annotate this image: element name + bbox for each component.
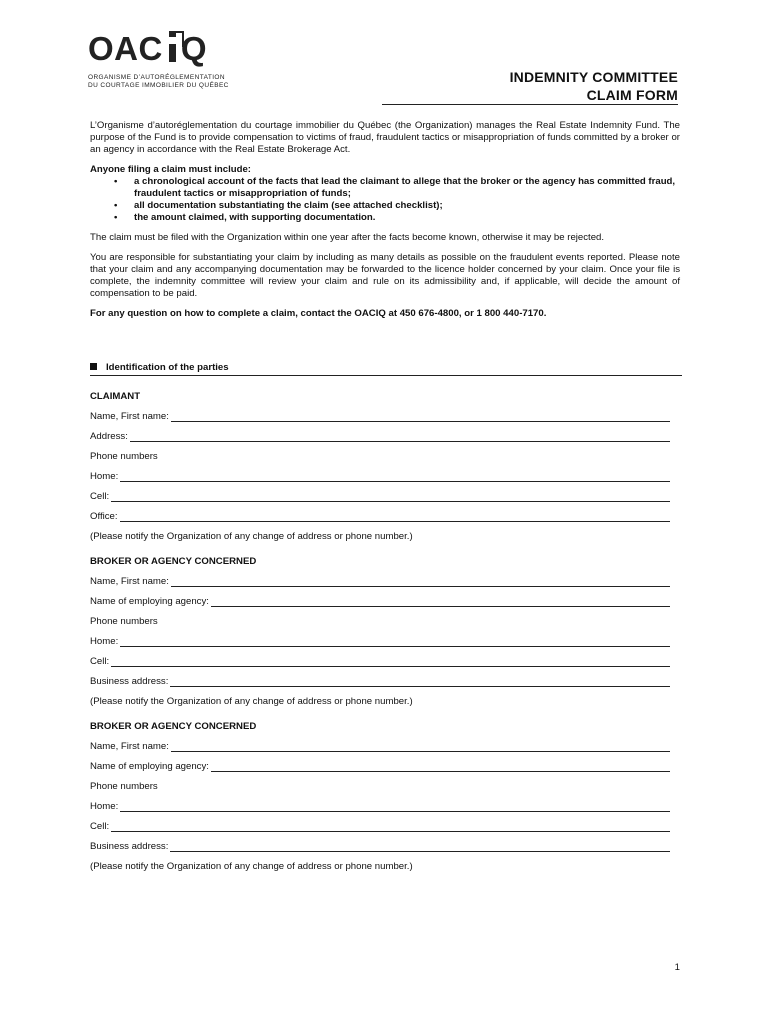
section-identification: Identification of the parties [90, 362, 682, 376]
requirements-heading: Anyone filing a claim must include: [90, 164, 251, 175]
broker-phone-heading: Phone numbers [90, 781, 158, 792]
broker-agency-row: Name of employing agency: [90, 760, 670, 772]
title-line-2: CLAIM FORM [586, 87, 678, 103]
broker-section-1 [90, 555, 670, 707]
page-number: 1 [674, 962, 680, 973]
claimant-office-field[interactable] [120, 511, 670, 522]
broker-name-row: Name, First name: [90, 740, 670, 752]
broker-cell-row: Cell: [90, 820, 670, 832]
broker-section-2 [90, 720, 670, 872]
broker-agency-row: Name of employing agency: [90, 595, 670, 607]
claimant-name-row: Name, First name: [90, 410, 670, 422]
claimant-name-field[interactable] [171, 411, 670, 422]
title-divider [382, 104, 678, 105]
logo-subtitle: ORGANISME D’AUTORÉGLEMENTATION DU COURTAGE IMMOBILIER DU QUÉBEC [88, 74, 229, 89]
contact-paragraph: For any question on how to complete a claim, contact the OACIQ at 450 676-4800, or 1 800 440-7170. [90, 308, 547, 319]
broker-home-row: Home: [90, 635, 670, 647]
claimant-office-row: Office: [90, 510, 670, 522]
intro-section [90, 120, 680, 328]
broker-heading: BROKER OR AGENCY CONCERNED [90, 721, 257, 732]
broker-name-field[interactable] [171, 576, 670, 587]
requirements-list [90, 176, 680, 224]
broker-name-field[interactable] [171, 741, 670, 752]
broker-agency-field[interactable] [211, 761, 670, 772]
title-line-1: INDEMNITY COMMITTEE [509, 69, 678, 85]
logo-text-oac: OAC [88, 30, 163, 67]
broker-cell-row: Cell: [90, 655, 670, 667]
intro-paragraph: L’Organisme d’autoréglementation du courtage immobilier du Québec (the Organization) manages the Real Estate Indemnity Fund. The purpose of the Fund is to provide compensation to victims of fraud, fraudulent tactics or misappropriation of funds committed by a broker or an agency in accordance with the Real Estate Brokerage Act. [90, 120, 680, 155]
claimant-notice: (Please notify the Organization of any change of address or phone number.) [90, 531, 413, 542]
broker-business-row: Business address: [90, 840, 670, 852]
logo-wordmark [88, 32, 229, 66]
broker-business-field[interactable] [170, 676, 670, 687]
broker-agency-field[interactable] [211, 596, 670, 607]
requirement-item: • all documentation substantiating the claim (see attached checklist); [114, 200, 443, 211]
broker-business-field[interactable] [170, 841, 670, 852]
claimant-heading: CLAIMANT [90, 391, 141, 402]
claimant-phone-heading: Phone numbers [90, 451, 158, 462]
broker-home-row: Home: [90, 800, 670, 812]
broker-name-row: Name, First name: [90, 575, 670, 587]
broker-business-row: Business address: [90, 675, 670, 687]
broker-notice: (Please notify the Organization of any change of address or phone number.) [90, 696, 413, 707]
form-title [510, 68, 678, 104]
claimant-address-field[interactable] [130, 431, 670, 442]
logo-i-icon [165, 36, 179, 62]
oaciq-logo [88, 32, 229, 90]
requirement-item: • the amount claimed, with supporting documentation. [114, 212, 376, 223]
broker-phone-heading: Phone numbers [90, 616, 158, 627]
broker-home-field[interactable] [120, 636, 670, 647]
claimant-cell-row: Cell: [90, 490, 670, 502]
broker-cell-field[interactable] [111, 821, 670, 832]
deadline-paragraph: The claim must be filed with the Organization within one year after the facts become known, otherwise it may be rejected. [90, 232, 605, 243]
broker-home-field[interactable] [120, 801, 670, 812]
broker-cell-field[interactable] [111, 656, 670, 667]
claimant-address-row: Address: [90, 430, 670, 442]
claimant-section [90, 390, 670, 542]
claimant-home-row: Home: [90, 470, 670, 482]
claimant-cell-field[interactable] [111, 491, 670, 502]
broker-notice: (Please notify the Organization of any change of address or phone number.) [90, 861, 413, 872]
square-bullet-icon [90, 363, 97, 370]
responsibility-paragraph: You are responsible for substantiating your claim by including as many details as possible on the fraudulent events reported. Please note that your claim and any accompanying documentation may be forwarded to the licence holder concerned by your claim. Once your file is complete, the indemnity committee will review your claim and rule on its admissibility and, if applicable, will decide the amount of compensation to be paid. [90, 252, 680, 299]
requirement-item: • a chronological account of the facts that lead the claimant to allege that the broker or the agency has committed fraud, fraudulent tactics or misappropriation of funds; [114, 176, 676, 199]
broker-heading: BROKER OR AGENCY CONCERNED [90, 556, 257, 567]
logo-text-q: Q [180, 30, 208, 67]
claimant-home-field[interactable] [120, 471, 670, 482]
